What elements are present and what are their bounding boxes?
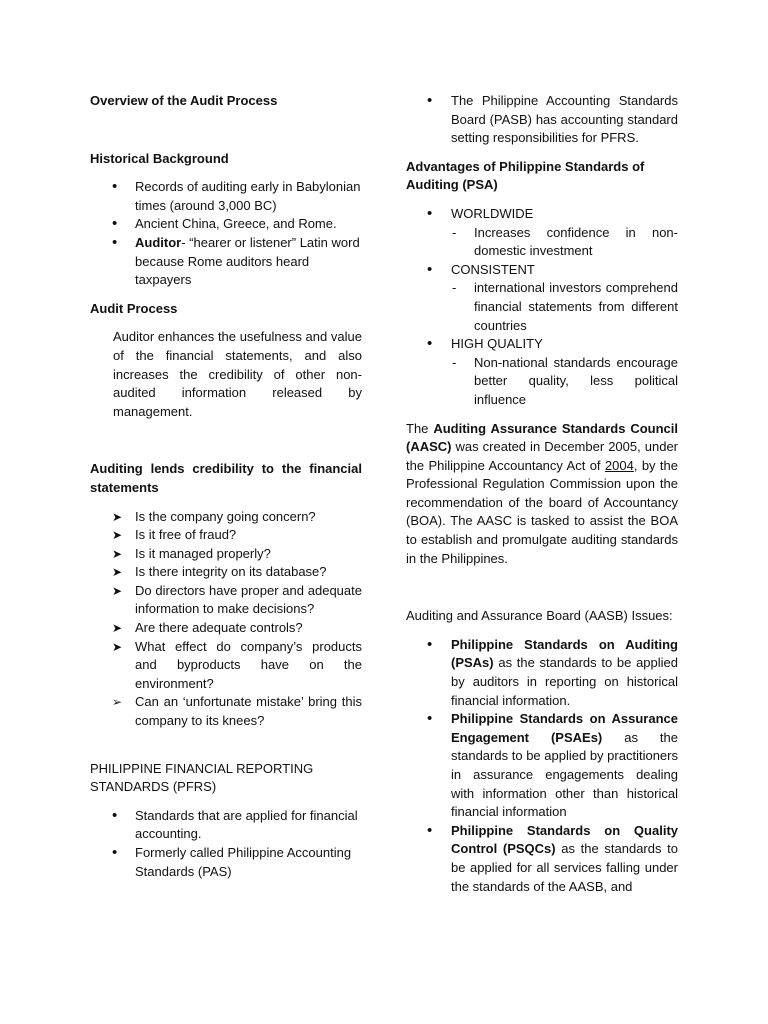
psa-item-label: • CONSISTENT bbox=[406, 261, 678, 280]
auditor-term: Auditor bbox=[135, 234, 182, 250]
credibility-item: ➤ What effect do company’s products and byproducts have on the environment? bbox=[90, 638, 362, 694]
historical-heading: Historical Background bbox=[90, 150, 229, 166]
aasc-paragraph bbox=[406, 420, 678, 569]
historical-bullet: • Records of auditing early in Babylonian times (around 3,000 BC) bbox=[90, 178, 362, 215]
credibility-item: ➤ Is it free of fraud? bbox=[90, 526, 362, 545]
aasb-item-title: Philippine Standards on Quality Control (PSQCs) bbox=[451, 822, 678, 857]
psa-item-label: • HIGH QUALITY bbox=[406, 335, 678, 354]
pfrs-list bbox=[90, 807, 362, 881]
aasc-mid: was created in December 2005, under the Philippine Accountancy Act of bbox=[406, 439, 678, 473]
historical-list bbox=[90, 178, 362, 290]
historical-bullet: • Ancient China, Greece, and Rome. bbox=[90, 215, 362, 234]
right-column bbox=[406, 92, 678, 896]
aasb-list bbox=[406, 636, 678, 896]
aasb-item bbox=[406, 710, 678, 822]
pfrs-bullet: • Formerly called Philippine Accounting Standards (PAS) bbox=[90, 844, 362, 881]
aasc-post: , by the Professional Regulation Commission upon the recommendation of the board of Accountancy (BOA). The AASC is tasked to assist the BOA to establish and promulgate auditing standards in the Philippines. bbox=[406, 457, 678, 566]
psa-item-detail: - Non-national standards encourage better quality, less political influence bbox=[406, 354, 678, 410]
left-column bbox=[90, 92, 362, 881]
audit-process-body: Auditor enhances the usefulness and value of the financial statements, and also increases the credibility of other non-audited information released by management. bbox=[113, 329, 362, 419]
credibility-item: ➢ Can an ‘unfortunate mistake’ bring this company to its knees? bbox=[90, 693, 362, 730]
aasc-pre: The bbox=[406, 420, 434, 436]
credibility-list bbox=[90, 508, 362, 731]
auditor-definition: - “hearer or listener” Latin word because Rome auditors heard taxpayers bbox=[135, 234, 360, 288]
psa-item-label: • WORLDWIDE bbox=[406, 205, 678, 224]
aasb-item-text: as the standards to be applied by auditors in reporting on historical financial information. bbox=[451, 655, 678, 708]
aasb-item-title: Philippine Standards on Assurance Engagement (PSAEs) bbox=[451, 711, 678, 745]
credibility-heading: Auditing lends credibility to the financial statements bbox=[90, 461, 362, 495]
aasc-name: Auditing Assurance Standards Council (AASC) bbox=[406, 420, 679, 455]
credibility-item: ➤ Is there integrity on its database? bbox=[90, 563, 362, 582]
credibility-item: ➤ Is the company going concern? bbox=[90, 508, 362, 527]
credibility-item: ➤ Is it managed properly? bbox=[90, 545, 362, 564]
aasb-heading: Auditing and Assurance Board (AASB) Issues: bbox=[406, 608, 673, 624]
aasb-item bbox=[406, 822, 678, 896]
psa-item-detail: - international investors comprehend financial statements from different countries bbox=[406, 279, 678, 335]
credibility-item: ➤ Do directors have proper and adequate information to make decisions? bbox=[90, 582, 362, 619]
historical-bullet-auditor bbox=[90, 234, 362, 290]
aasc-year: 2004 bbox=[604, 457, 634, 473]
psa-list bbox=[406, 205, 678, 410]
aasb-item bbox=[406, 636, 678, 710]
overview-title: Overview of the Audit Process bbox=[90, 93, 278, 108]
psa-heading: Advantages of Philippine Standards of Auditing (PSA) bbox=[406, 158, 645, 193]
pasb-list bbox=[406, 92, 678, 148]
pasb-bullet: • The Philippine Accounting Standards Board (PASB) has accounting standard setting responsibilities for PFRS. bbox=[406, 92, 678, 148]
psa-item-detail: - Increases confidence in non-domestic investment bbox=[406, 224, 678, 261]
audit-process-heading: Audit Process bbox=[90, 300, 178, 316]
pfrs-heading: PHILIPPINE FINANCIAL REPORTING STANDARDS (PFRS) bbox=[90, 760, 314, 795]
credibility-item: ➤ Are there adequate controls? bbox=[90, 619, 362, 638]
aasb-item-text: as the standards to be applied for all services falling under the standards of the AASB, and bbox=[451, 841, 678, 894]
pfrs-bullet: • Standards that are applied for financial accounting. bbox=[90, 807, 362, 844]
aasb-item-text: as the standards to be applied by practitioners in assurance engagements dealing with information other than historical financial information bbox=[451, 729, 678, 820]
aasb-item-title: Philippine Standards on Auditing (PSAs) bbox=[451, 636, 678, 671]
